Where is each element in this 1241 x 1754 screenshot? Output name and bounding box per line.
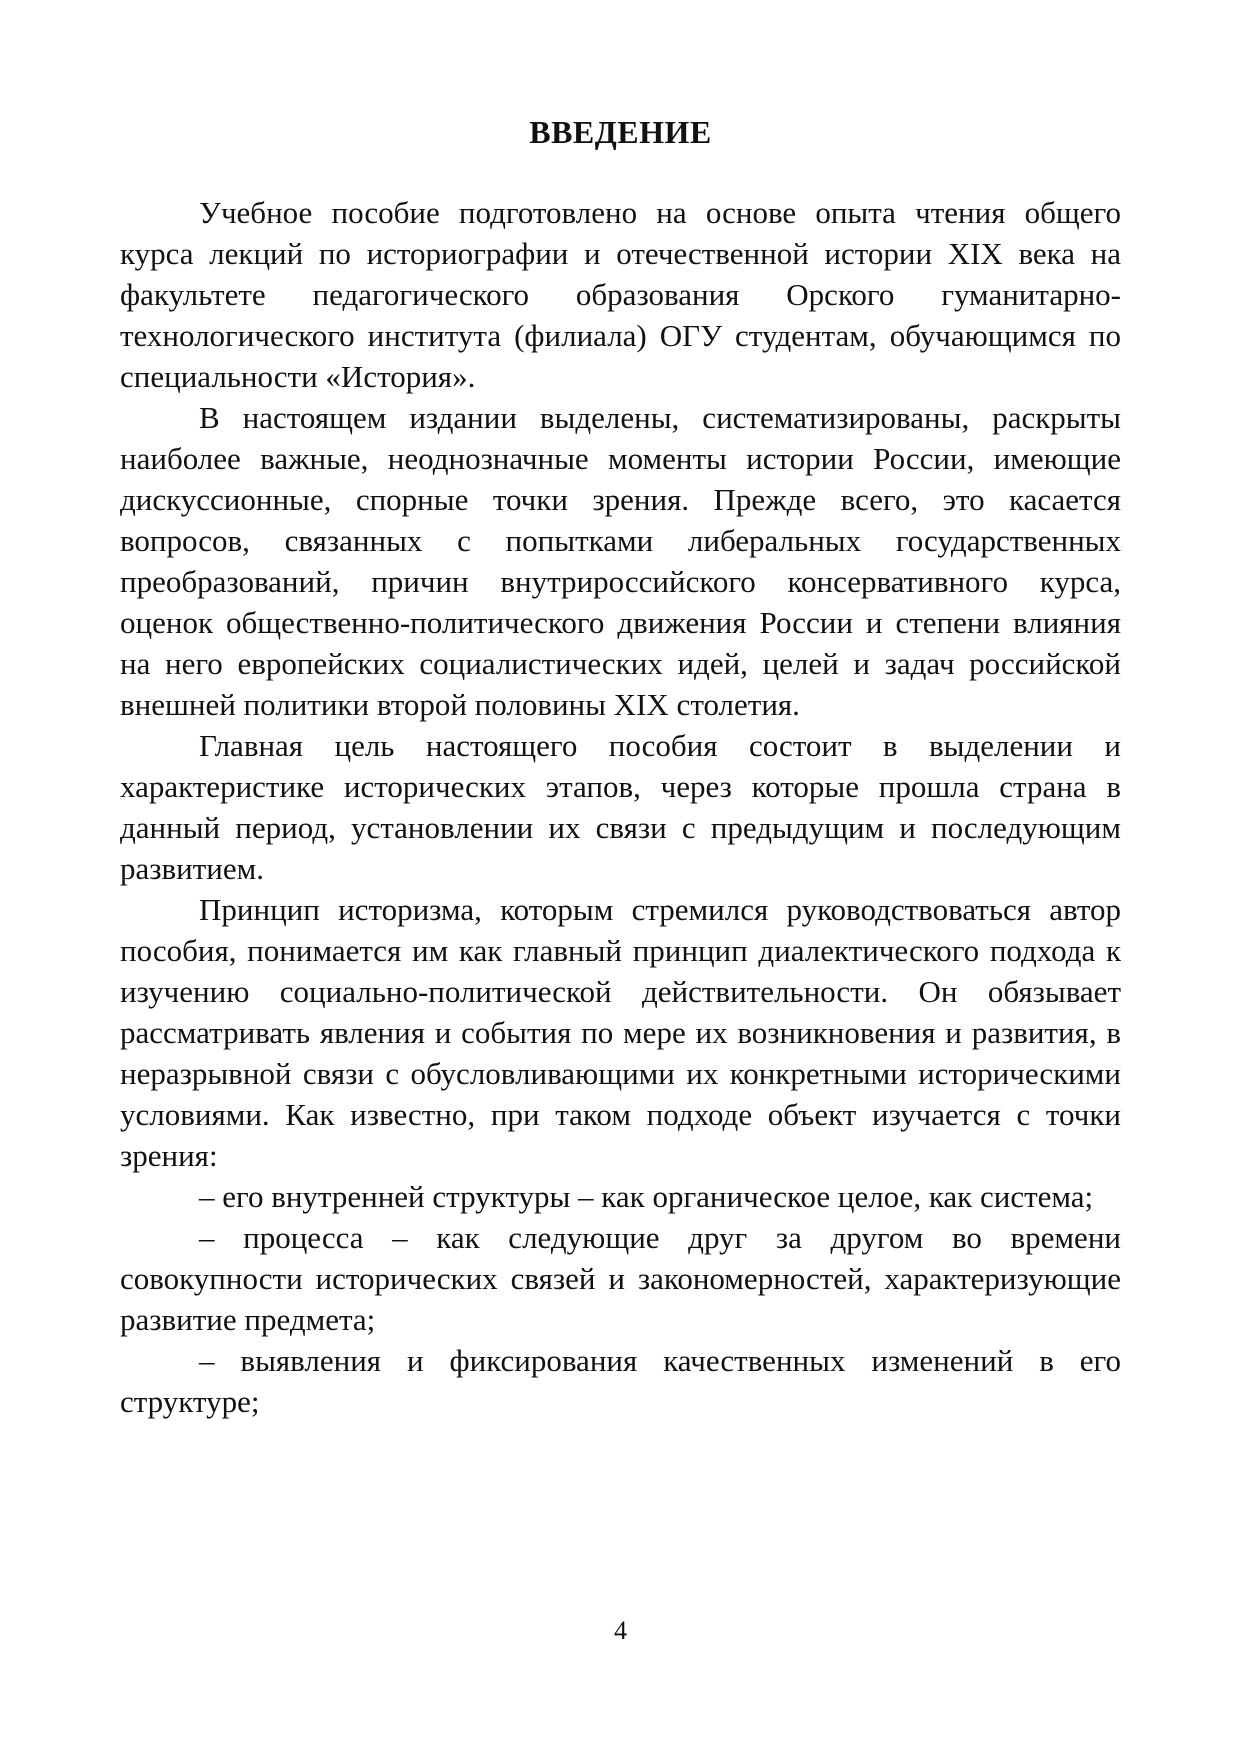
- list-item: – его внутренней структуры – как органическое целое, как система;: [199, 1179, 1094, 1214]
- paragraph: Учебное пособие подготовлено на основе опыта чтения общего курса лекций по историографии и отечественной истории XIX века на факультете педагогического образования Орского гуманитарно-технологического института (филиала) ОГУ студентам, обучающимся по специальности «История».: [120, 195, 1121, 394]
- page-title: ВВЕДЕНИЕ: [529, 114, 712, 150]
- list-item: – процесса – как следующие друг за другом во времени совокупности исторических связей и закономерностей, характеризующие развитие предмета;: [120, 1220, 1121, 1337]
- list-item: – выявления и фиксирования качественных изменений в его структуре;: [120, 1343, 1121, 1419]
- paragraph: Принцип историзма, которым стремился руководствоваться автор пособия, понимается им как главный принцип диалектического подхода к изучению социально-политической действительности. Он обязывает рассматривать явления и события по мере их возникновения и развития, в неразрывной связи с обусловливающими их конкретными историческими условиями. Как известно, при таком подходе объект изучается с точки зрения:: [120, 892, 1121, 1173]
- page-content: [120, 112, 1121, 1422]
- paragraph: В настоящем издании выделены, систематизированы, раскрыты наиболее важные, неоднозначные моменты истории России, имеющие дискуссионные, спорные точки зрения. Прежде всего, это касается вопросов, связанных с попытками либеральных государственных преобразований, причин внутрироссийского консервативного курса, оценок общественно-политического движения России и степени влияния на него европейских социалистических идей, целей и задач российской внешней политики второй половины XIX столетия.: [120, 400, 1121, 722]
- page-number: 4: [614, 1616, 627, 1645]
- paragraph: Главная цель настоящего пособия состоит в выделении и характеристике исторических этапов, через которые прошла страна в данный период, установлении их связи с предыдущим и последующим развитием.: [120, 728, 1121, 886]
